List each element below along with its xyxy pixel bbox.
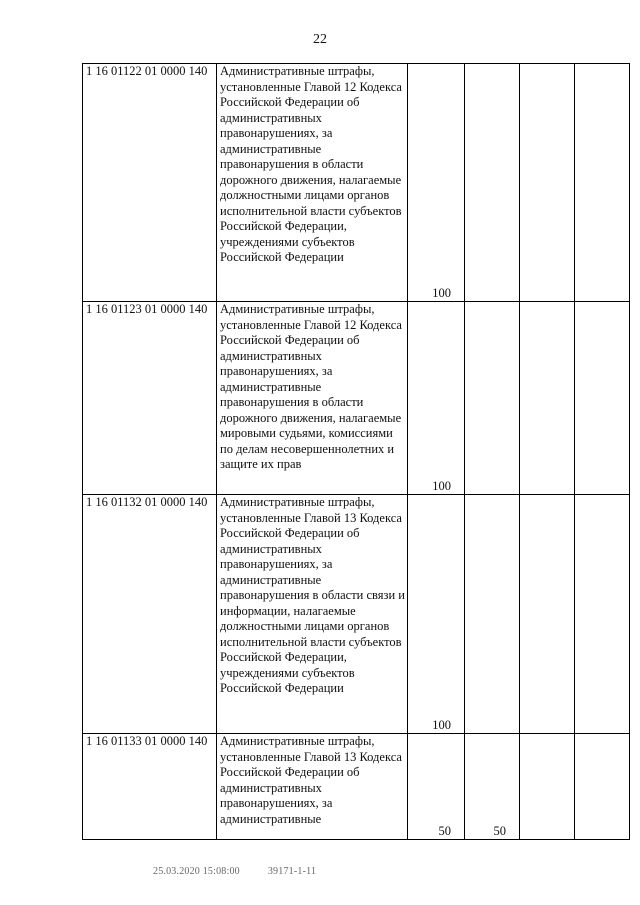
percent-cell [575, 495, 630, 734]
percent-cell [520, 734, 575, 840]
revenue-name-cell: Административные штрафы, установленные Главой 12 Кодекса Российской Федерации об административных правонарушениях, за административные правонарушения в области дорожного движения, налагаемые мировыми судьями, комиссиями по делам несовершеннолетних и защите их прав [217, 302, 408, 495]
percent-cell: 100 [408, 64, 465, 302]
classification-code-cell: 1 16 01122 01 0000 140 [83, 64, 217, 302]
page-number: 22 [313, 32, 327, 47]
classification-code-cell: 1 16 01132 01 0000 140 [83, 495, 217, 734]
table-row [83, 64, 630, 302]
percent-cell [520, 495, 575, 734]
percent-cell [520, 64, 575, 302]
revenue-name-cell: Административные штрафы, установленные Главой 13 Кодекса Российской Федерации об административных правонарушениях, за административные [217, 734, 408, 840]
percent-cell [465, 302, 520, 495]
percent-cell [465, 495, 520, 734]
footer-document-id: 39171-1-11 [267, 866, 317, 877]
percent-cell [575, 64, 630, 302]
document-footer [153, 866, 316, 877]
percent-cell: 50 [465, 734, 520, 840]
table-row [83, 495, 630, 734]
footer-timestamp: 25.03.2020 15:08:00 [153, 866, 240, 877]
percent-cell [575, 734, 630, 840]
revenue-name-cell: Административные штрафы, установленные Главой 13 Кодекса Российской Федерации об административных правонарушениях, за административные правонарушения в области связи и информации, налагаемые должностными лицами органов исполнительной власти субъектов Российской Федерации, учреждениями субъектов Российской Федерации [217, 495, 408, 734]
percent-cell: 100 [408, 495, 465, 734]
percent-cell: 50 [408, 734, 465, 840]
budget-classification-table [82, 63, 630, 840]
revenue-name-cell: Административные штрафы, установленные Главой 12 Кодекса Российской Федерации об административных правонарушениях, за административные правонарушения в области дорожного движения, налагаемые должностными лицами органов исполнительной власти субъектов Российской Федерации, учреждениями субъектов Российской Федерации [217, 64, 408, 302]
table-row [83, 302, 630, 495]
percent-cell [575, 302, 630, 495]
classification-code-cell: 1 16 01133 01 0000 140 [83, 734, 217, 840]
percent-cell [465, 64, 520, 302]
classification-code-cell: 1 16 01123 01 0000 140 [83, 302, 217, 495]
table-row [83, 734, 630, 840]
percent-cell: 100 [408, 302, 465, 495]
percent-cell [520, 302, 575, 495]
